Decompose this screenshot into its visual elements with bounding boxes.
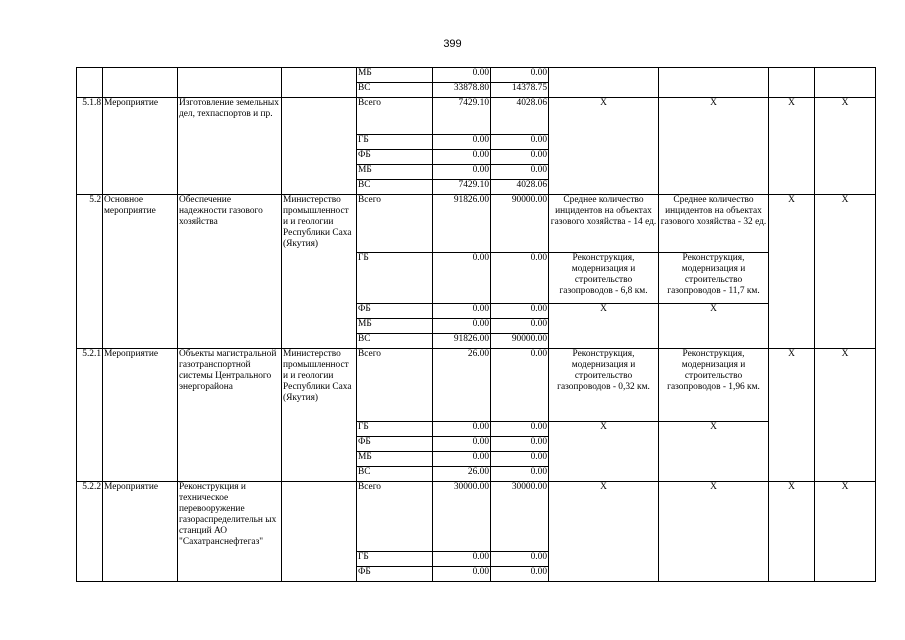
type-cell: Мероприятие [103, 349, 178, 482]
result-cell: Реконструкция, модернизация и строительство газопроводов - 11,7 км. [659, 253, 769, 304]
result-cell: X [659, 98, 769, 195]
total-cell: 7429.10 [433, 98, 491, 135]
result-cell: Среднее количество инцидентов на объектах газового хозяйства - 32 ед. [659, 195, 769, 253]
year-cell: 0.00 [491, 349, 549, 422]
result-cell: X [659, 482, 769, 582]
year-cell: 0.00 [491, 150, 549, 165]
year-cell: 0.00 [491, 452, 549, 467]
year-cell: 90000.00 [491, 195, 549, 253]
name-cell: Изготовление земельных дел, техпаспортов и пр. [178, 98, 282, 195]
page-number: 399 [443, 38, 462, 50]
type-cell: Основное мероприятие [103, 195, 178, 349]
source-cell: ФБ [357, 150, 433, 165]
source-cell: ГБ [357, 135, 433, 150]
table-row [77, 482, 876, 552]
source-cell: Всего [357, 195, 433, 253]
year-cell: 14378.75 [491, 83, 549, 98]
mark-cell: X [815, 349, 876, 482]
total-cell: 91826.00 [433, 195, 491, 253]
source-cell: МБ [357, 319, 433, 334]
result-cell: X [659, 304, 769, 349]
year-cell: 0.00 [491, 567, 549, 582]
year-cell: 0.00 [491, 304, 549, 319]
total-cell: 0.00 [433, 150, 491, 165]
total-cell: 0.00 [433, 552, 491, 567]
source-cell: Всего [357, 482, 433, 552]
source-cell: ФБ [357, 304, 433, 319]
year-cell: 0.00 [491, 68, 549, 83]
mark-cell: X [815, 195, 876, 349]
mark-cell: X [769, 195, 815, 349]
source-cell: ВС [357, 180, 433, 195]
result-cell: Среднее количество инцидентов на объектах газового хозяйства - 14 ед. [549, 195, 659, 253]
total-cell: 0.00 [433, 68, 491, 83]
source-cell: МБ [357, 68, 433, 83]
source-cell: МБ [357, 452, 433, 467]
source-cell: Всего [357, 98, 433, 135]
mark-cell: X [815, 482, 876, 582]
name-cell: Реконструкция и техническое перевооружение газораспределительн ых станций АО "Сахатранснефтегаз" [178, 482, 282, 582]
year-cell: 0.00 [491, 467, 549, 482]
year-cell: 0.00 [491, 253, 549, 304]
total-cell: 30000.00 [433, 482, 491, 552]
code-cell: 5.2.1 [77, 349, 103, 482]
result-cell: X [659, 422, 769, 482]
year-cell: 0.00 [491, 437, 549, 452]
source-cell: ВС [357, 83, 433, 98]
year-cell: 4028.06 [491, 98, 549, 135]
source-cell: ФБ [357, 567, 433, 582]
source-cell: ГБ [357, 552, 433, 567]
executor-cell: Министерство промышленност и и геологии Республики Саха (Якутия) [282, 349, 357, 482]
total-cell: 0.00 [433, 567, 491, 582]
total-cell: 0.00 [433, 165, 491, 180]
type-cell: Мероприятие [103, 482, 178, 582]
table-row [77, 68, 876, 83]
year-cell: 4028.06 [491, 180, 549, 195]
result-cell: Реконструкция, модернизация и строительство газопроводов - 1,96 км. [659, 349, 769, 422]
code-cell: 5.1.8 [77, 98, 103, 195]
total-cell: 26.00 [433, 349, 491, 422]
source-cell: Всего [357, 349, 433, 422]
result-cell: X [549, 304, 659, 349]
total-cell: 26.00 [433, 467, 491, 482]
source-cell: ВС [357, 334, 433, 349]
mark-cell: X [769, 349, 815, 482]
mark-cell: X [769, 98, 815, 195]
program-table [76, 67, 876, 582]
mark-cell: X [769, 482, 815, 582]
total-cell: 0.00 [433, 452, 491, 467]
result-cell: X [549, 98, 659, 195]
result-cell: X [549, 422, 659, 482]
total-cell: 0.00 [433, 304, 491, 319]
result-cell: Реконструкция, модернизация и строительство газопроводов - 6,8 км. [549, 253, 659, 304]
executor-cell [282, 98, 357, 195]
source-cell: ФБ [357, 437, 433, 452]
total-cell: 7429.10 [433, 180, 491, 195]
result-cell: Реконструкция, модернизация и строительство газопроводов - 0,32 км. [549, 349, 659, 422]
source-cell: МБ [357, 165, 433, 180]
table-row [77, 195, 876, 253]
name-cell: Обеспечение надежности газового хозяйства [178, 195, 282, 349]
source-cell: ГБ [357, 422, 433, 437]
total-cell: 33878.80 [433, 83, 491, 98]
source-cell: ГБ [357, 253, 433, 304]
year-cell: 0.00 [491, 319, 549, 334]
year-cell: 0.00 [491, 165, 549, 180]
name-cell: Объекты магистральной газотранспортной системы Центрального энергорайона [178, 349, 282, 482]
year-cell: 30000.00 [491, 482, 549, 552]
total-cell: 0.00 [433, 437, 491, 452]
total-cell: 0.00 [433, 253, 491, 304]
mark-cell: X [815, 98, 876, 195]
type-cell: Мероприятие [103, 98, 178, 195]
total-cell: 0.00 [433, 319, 491, 334]
table-row [77, 98, 876, 135]
year-cell: 90000.00 [491, 334, 549, 349]
code-cell: 5.2 [77, 195, 103, 349]
table-row [77, 349, 876, 422]
executor-cell [282, 482, 357, 582]
result-cell: X [549, 482, 659, 582]
total-cell: 0.00 [433, 135, 491, 150]
year-cell: 0.00 [491, 552, 549, 567]
year-cell: 0.00 [491, 135, 549, 150]
total-cell: 0.00 [433, 422, 491, 437]
year-cell: 0.00 [491, 422, 549, 437]
source-cell: ВС [357, 467, 433, 482]
total-cell: 91826.00 [433, 334, 491, 349]
executor-cell: Министерство промышленност и и геологии Республики Саха (Якутия) [282, 195, 357, 349]
code-cell: 5.2.2 [77, 482, 103, 582]
